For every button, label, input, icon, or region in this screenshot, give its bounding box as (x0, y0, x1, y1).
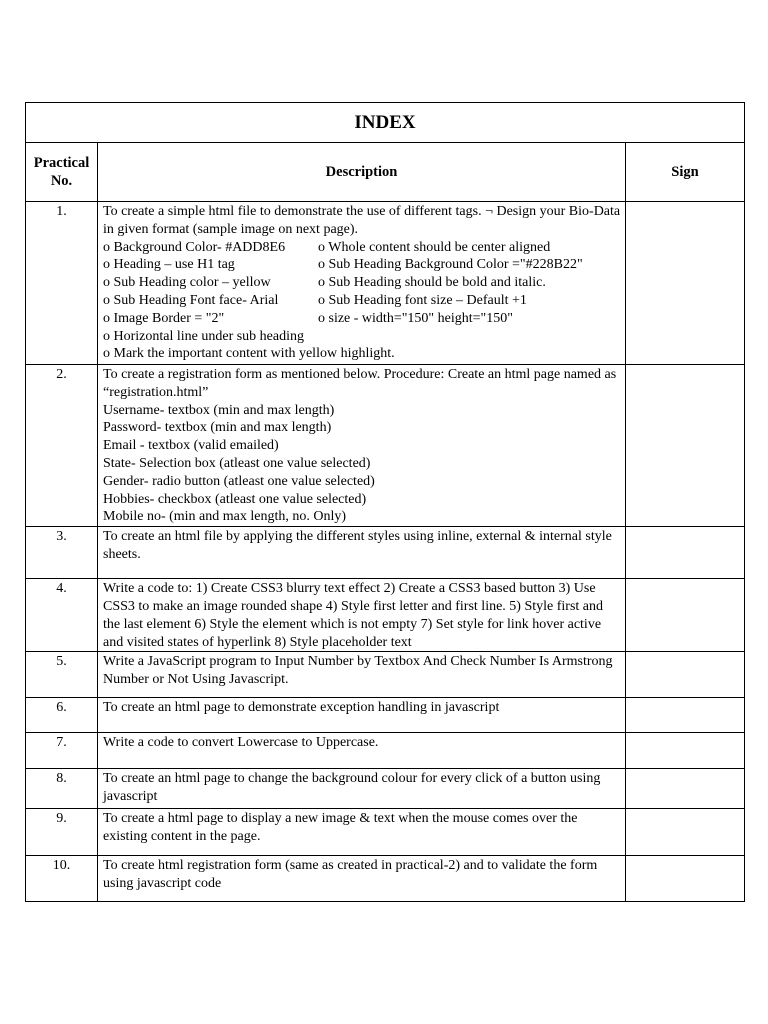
table-row (26, 579, 745, 652)
sign-cell (626, 579, 745, 652)
practical-number: 3. (26, 527, 98, 579)
description-line (103, 310, 621, 328)
practical-number: 7. (26, 733, 98, 769)
practical-description: Write a code to: 1) Create CSS3 blurry text effect 2) Create a CSS3 based button 3) Use CSS3 to make an image rounded shape 4) Style first letter and first line. 5) Style first and the last element 6) Style the element which is not empty 7) Set style for link hover active and visited states of hyperlink 8) Style placeholder text (98, 579, 626, 652)
sign-cell (626, 698, 745, 733)
description-text: To create a registration form as mentioned below. Procedure: Create an html page named as “registration.html” (103, 367, 617, 400)
requirement-item: o Horizontal line under sub heading (103, 328, 305, 344)
requirement-item: o Heading – use H1 tag (103, 257, 235, 273)
practical-description: To create a html page to display a new image & text when the mouse comes over the existing content in the page. (98, 809, 626, 856)
table-row (26, 365, 745, 527)
index-title: INDEX (354, 112, 416, 133)
header-description (98, 143, 626, 202)
header-row (26, 143, 745, 202)
header-practical-no (26, 143, 98, 202)
practical-description: Write a JavaScript program to Input Number by Textbox And Check Number Is Armstrong Number or Not Using Javascript. (98, 652, 626, 698)
sign-cell (626, 652, 745, 698)
requirement-item: o Sub Heading should be bold and italic. (318, 275, 546, 291)
requirement-item: o Whole content should be center aligned (318, 239, 551, 255)
table-row (26, 652, 745, 698)
practical-number: 4. (26, 579, 98, 652)
sign-cell (626, 202, 745, 365)
title-row (26, 103, 745, 143)
table-row (26, 527, 745, 579)
requirement-item: o Sub Heading font size – Default +1 (318, 292, 527, 308)
requirement-item: o Sub Heading Font face- Arial (103, 292, 279, 308)
practical-number: 8. (26, 769, 98, 809)
practical-description: Write a code to convert Lowercase to Uppercase. (98, 733, 626, 769)
requirement-item: Mobile no- (min and max length, no. Only) (103, 509, 347, 525)
practical-number: 5. (26, 652, 98, 698)
description-line (103, 239, 621, 257)
title-cell (26, 103, 745, 143)
requirement-item: Password- textbox (min and max length) (103, 420, 332, 436)
table-row (26, 856, 745, 902)
table-row (26, 733, 745, 769)
description-line (103, 274, 621, 292)
practical-description: To create an html page to change the background colour for every click of a button using javascript (98, 769, 626, 809)
sign-cell (626, 856, 745, 902)
sign-cell (626, 733, 745, 769)
requirement-item: Gender- radio button (atleast one value selected) (103, 473, 375, 489)
requirement-item: o Image Border = "2" (103, 310, 225, 326)
header-description-label: Description (325, 164, 398, 180)
description-text: To create a simple html file to demonstrate the use of different tags. ¬ Design your Bio-Data in given format (sample image on next page). (103, 204, 621, 237)
sign-cell (626, 365, 745, 527)
practical-number: 10. (26, 856, 98, 902)
requirement-item: Username- textbox (min and max length) (103, 402, 335, 418)
practical-description (98, 202, 626, 365)
requirement-item: Hobbies- checkbox (atleast one value selected) (103, 491, 367, 507)
sign-cell (626, 809, 745, 856)
header-practical-no-label: Practical No. (33, 155, 90, 189)
requirement-item: o Sub Heading Background Color ="#228B22" (318, 257, 583, 273)
sign-cell (626, 769, 745, 809)
requirement-item: o Background Color- #ADD8E6 (103, 239, 286, 255)
table-row (26, 769, 745, 809)
table-row (26, 698, 745, 733)
practical-number: 2. (26, 365, 98, 527)
header-sign-label: Sign (671, 164, 699, 180)
requirement-item: State- Selection box (atleast one value selected) (103, 455, 371, 471)
description-line (103, 256, 621, 274)
requirement-item: o Mark the important content with yellow highlight. (103, 346, 395, 362)
description-line (103, 292, 621, 310)
table-row (26, 809, 745, 856)
practical-number: 9. (26, 809, 98, 856)
requirement-item: Email - textbox (valid emailed) (103, 438, 279, 454)
requirement-item: o Sub Heading color – yellow (103, 275, 271, 291)
header-sign (626, 143, 745, 202)
practical-description: To create html registration form (same as created in practical-2) and to validate the form using javascript code (98, 856, 626, 902)
practical-description (98, 365, 626, 527)
practical-number: 6. (26, 698, 98, 733)
practical-number: 1. (26, 202, 98, 365)
requirement-item: o size - width="150" height="150" (318, 310, 513, 326)
practical-description: To create an html file by applying the different styles using inline, external & internal style sheets. (98, 527, 626, 579)
index-table (25, 102, 745, 902)
sign-cell (626, 527, 745, 579)
table-row (26, 202, 745, 365)
practical-description: To create an html page to demonstrate exception handling in javascript (98, 698, 626, 733)
